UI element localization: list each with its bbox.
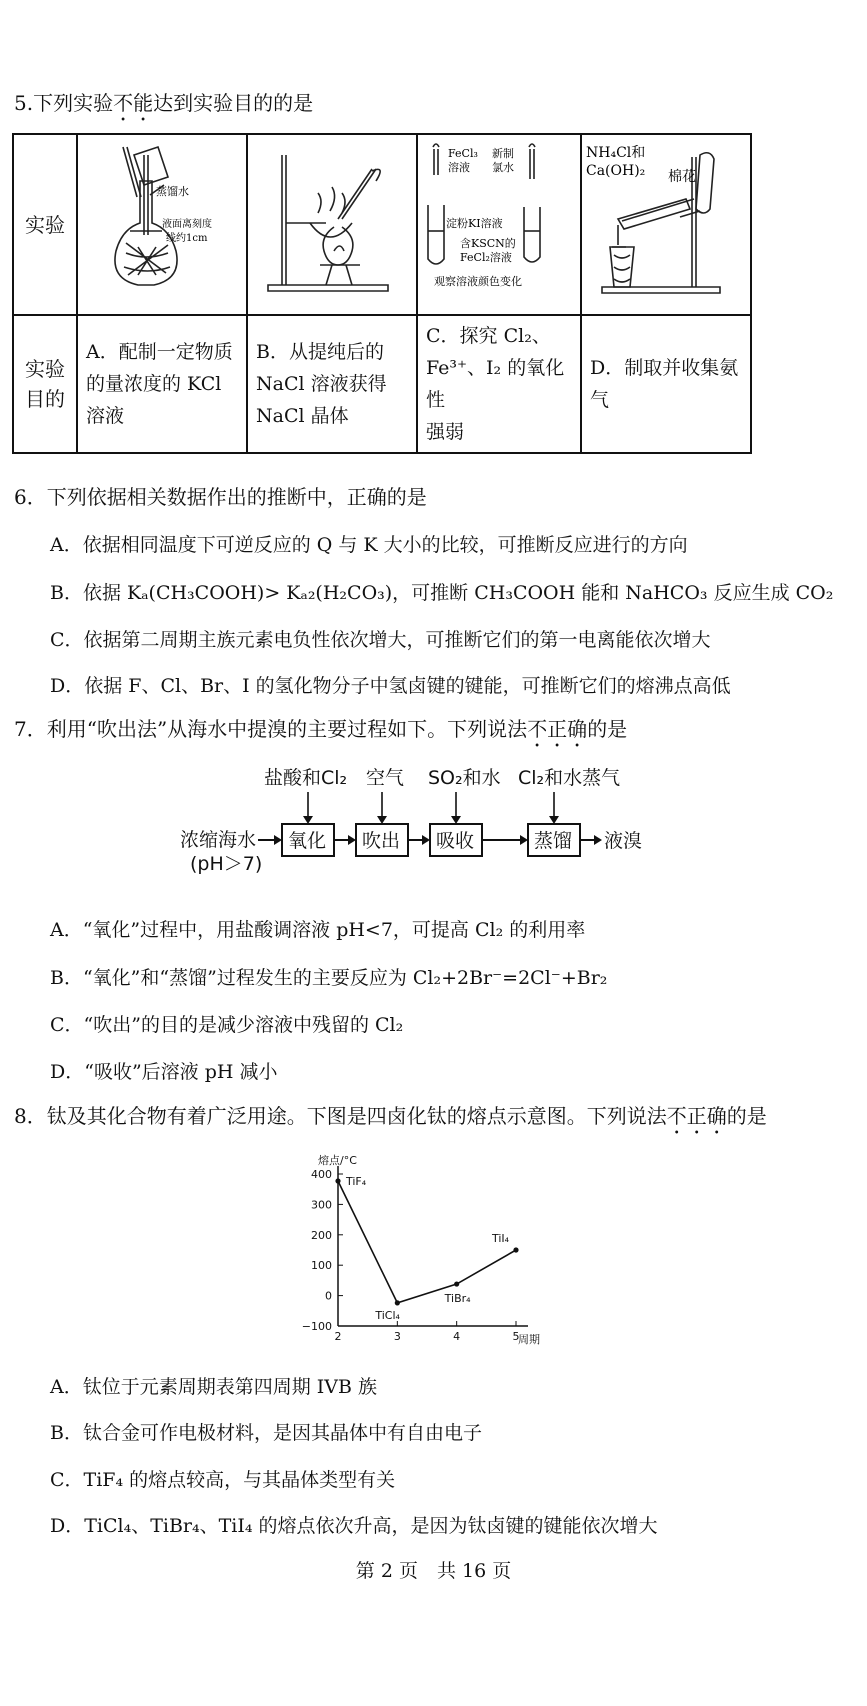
label-observe-color: 观察溶液颜色变化 <box>434 275 522 288</box>
q6-option-c: C．依据第二周期主族元素电负性依次增大，可推断它们的第一电离能依次增大 <box>50 629 711 651</box>
goal-a <box>77 315 247 453</box>
flow-start-label: 浓缩海水 <box>180 829 257 851</box>
figure-volumetric-flask <box>77 134 247 315</box>
chart-data-label: TiCl₄ <box>375 1308 400 1322</box>
chart-x-tick-label: 5 <box>512 1330 520 1343</box>
melting-point-chart <box>290 1150 560 1350</box>
q7-option-c: C．“吹出”的目的是减少溶液中残留的 Cl₂ <box>50 1014 404 1036</box>
chart-data-point <box>335 1178 340 1183</box>
q5-title: 5.下列实验不能达到实验目的的是 <box>14 91 314 115</box>
label-kscn: 含KSCN的 <box>460 237 516 250</box>
q8-option-a: A．钛位于元素周期表第四周期 IVB 族 <box>50 1376 377 1398</box>
label-distilled-water: 蒸馏水 <box>156 185 189 198</box>
flow-input-label: 空气 <box>366 767 405 789</box>
goal-d-line: D．制取并收集氨 <box>590 357 739 379</box>
chart-y-axis-label: 熔点/°C <box>318 1154 357 1167</box>
chart-x-tick-label: 3 <box>393 1330 401 1343</box>
flow-input-label: SO₂和水 <box>428 767 501 789</box>
chart-y-tick-label: 300 <box>311 1198 332 1212</box>
flow-box-label: 吸收 <box>436 830 475 852</box>
q8-option-c: C．TiF₄ 的熔点较高，与其晶体类型有关 <box>50 1469 396 1491</box>
chart-y-tick-label: 100 <box>311 1259 332 1273</box>
chart-data-label: TiF₄ <box>346 1174 367 1188</box>
chart-series-line <box>338 1181 516 1306</box>
q5-experiment-table <box>12 133 752 454</box>
q6-option-a: A．依据相同温度下可逆反应的 Q 与 K 大小的比较，可推断反应进行的方向 <box>50 534 688 556</box>
figure-ammonia-apparatus <box>581 134 751 315</box>
goal-c-line: 强弱 <box>426 421 465 443</box>
goal-c-line: Fe³⁺、I₂ 的氧化性 <box>426 357 565 411</box>
row-head-goal-line1: 实验 <box>25 357 65 381</box>
flow-box-label: 蒸馏 <box>534 830 573 852</box>
chart-y-tick-label: −100 <box>301 1320 332 1333</box>
label-starch-ki: 淀粉KI溶液 <box>446 217 503 230</box>
label-solution: 溶液 <box>448 161 470 174</box>
q8-option-d: D．TiCl₄、TiBr₄、TiI₄ 的熔点依次升高，是因为钛卤键的键能依次增大 <box>50 1515 658 1537</box>
q8-title: 8．钛及其化合物有着广泛用途。下图是四卤化钛的熔点示意图。下列说法不正确的是 <box>14 1104 767 1128</box>
flow-input-label: Cl₂和水蒸气 <box>518 767 621 789</box>
label-caoh2: Ca(OH)₂ <box>586 163 646 179</box>
figure-evaporating-dish <box>247 134 417 315</box>
goal-b-line: NaCl 晶体 <box>256 405 349 427</box>
chart-x-axis-label: 周期 <box>518 1333 540 1346</box>
q7-option-b: B．“氧化”和“蒸馏”过程发生的主要反应为 Cl₂+2Br⁻=2Cl⁻+Br₂ <box>50 967 608 989</box>
flow-box-label: 吹出 <box>362 830 401 852</box>
label-chlorine-water: 氯水 <box>492 161 514 174</box>
goal-b-line: NaCl 溶液获得 <box>256 373 387 395</box>
table-row-head-experiment: 实验 <box>13 134 77 315</box>
chart-data-label: TiI₄ <box>492 1232 510 1245</box>
row-head-goal-line2: 目的 <box>25 387 65 411</box>
q6-option-d: D．依据 F、Cl、Br、I 的氢化物分子中氢卤键的键能，可推断它们的熔沸点高低 <box>50 675 731 697</box>
goal-a-line: A．配制一定物质 <box>86 341 233 363</box>
q6-option-b: B．依据 Kₐ(CH₃COOH)> Kₐ₂(H₂CO₃)，可推断 CH₃COOH 能和 NaHCO₃ 反应生成 CO₂ <box>50 582 834 604</box>
goal-c-line: C．探究 Cl₂、 <box>426 325 551 347</box>
q7-option-a: A．“氧化”过程中，用盐酸调溶液 pH<7，可提高 Cl₂ 的利用率 <box>50 919 586 941</box>
chart-y-tick-label: 400 <box>311 1168 332 1181</box>
label-cotton: 棉花 <box>668 169 696 185</box>
label-fecl2: FeCl₂溶液 <box>460 251 512 264</box>
goal-c <box>417 315 581 453</box>
q7-title: 7．利用“吹出法”从海水中提溴的主要过程如下。下列说法不正确的是 <box>14 717 628 741</box>
chart-y-tick-label: 0 <box>325 1289 332 1303</box>
goal-a-line: 溶液 <box>86 405 125 427</box>
label-level-2: 线约1cm <box>166 233 208 244</box>
bromine-flow-diagram <box>180 764 680 884</box>
chart-y-tick-label: 200 <box>311 1228 332 1242</box>
page-footer: 第 2 页 共 16 页 <box>355 1560 512 1582</box>
chart-x-tick-label: 2 <box>334 1330 342 1343</box>
goal-d <box>581 315 751 453</box>
flow-input-label: 盐酸和Cl₂ <box>264 767 348 789</box>
goal-b <box>247 315 417 453</box>
chart-x-tick-label: 4 <box>453 1330 461 1343</box>
flow-box-label: 氧化 <box>288 830 327 852</box>
chart-data-point <box>454 1281 459 1286</box>
goal-b-line: B．从提纯后的 <box>256 341 384 363</box>
label-fecl3: FeCl₃ <box>448 147 478 160</box>
label-level-1: 液面离刻度 <box>162 219 212 230</box>
q6-title: 6．下列依据相关数据作出的推断中，正确的是 <box>14 485 427 509</box>
label-nh4cl: NH₄Cl和 <box>586 145 646 161</box>
q8-option-b: B．钛合金可作电极材料，是因其晶体中有自由电子 <box>50 1422 482 1444</box>
chart-data-point <box>513 1247 518 1252</box>
flow-start-ph: (pH＞7) <box>190 853 263 875</box>
q7-option-d: D．“吸收”后溶液 pH 减小 <box>50 1061 278 1083</box>
figure-test-tubes <box>417 134 581 315</box>
flow-end-label: 液溴 <box>604 830 643 852</box>
goal-d-line: 气 <box>590 389 610 411</box>
goal-a-line: 的量浓度的 KCl <box>86 373 222 395</box>
label-fresh: 新制 <box>492 147 514 160</box>
chart-data-label: TiBr₄ <box>444 1292 471 1306</box>
table-row-head-goal <box>13 315 77 453</box>
chart-data-point <box>395 1300 400 1305</box>
